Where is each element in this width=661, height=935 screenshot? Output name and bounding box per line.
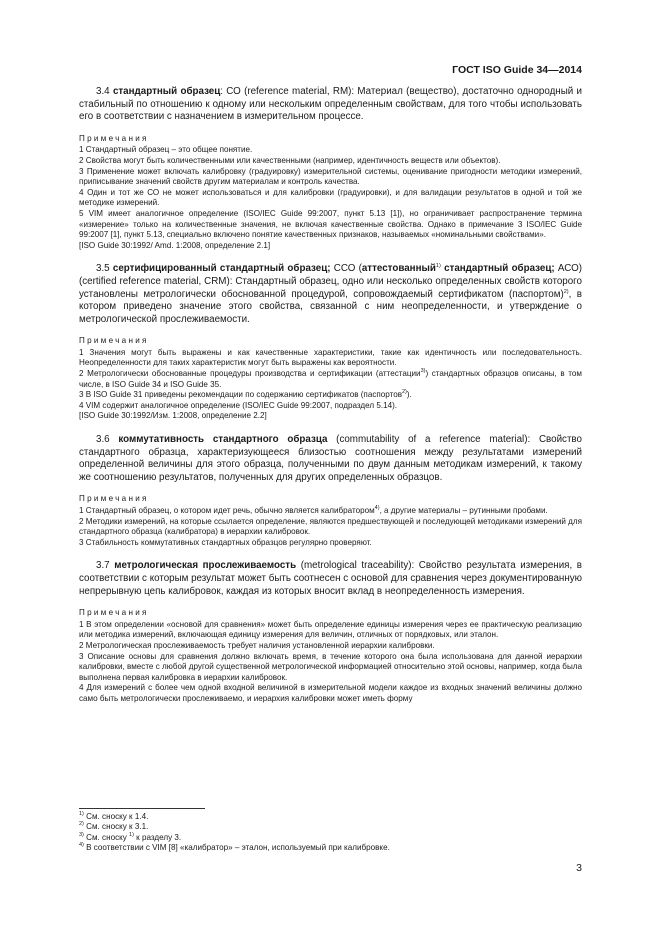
footnote-mark: 3): [79, 831, 84, 838]
term-3-6: [79, 434, 582, 484]
note-item: 4 Один и тот же СО не может использоваться и для калибровки (градуировки), и для валидации результатов в одной и той же методике измерений.: [79, 187, 582, 208]
notes-3-4: [79, 134, 582, 252]
footnote-ref[interactable]: 2): [402, 389, 407, 396]
term-definition: : СО (reference material, RM): Материал (вещество), достаточно однородный и стабильный по отношению к одному или нескольким определенным свойствам, для того чтобы использовать его в соответствии с назначением в измерительном процессе.: [79, 86, 582, 123]
note-item: 1 В этом определении «основой для сравнения» может быть определение единицы измерения через ее практическую реализацию или методика измерений, включающая единицу измерения для величин, отличных от порядковых, или эталон.: [79, 619, 582, 640]
note-text: 3 В ISO Guide 31 приведены рекомендации по содержанию сертификатов (паспортов: [79, 390, 402, 400]
note-text: 2 Метрологически обоснованные процедуры производства и сертификации (аттестации: [79, 369, 421, 379]
term-name-alt: аттестованный: [361, 263, 436, 275]
note-item: 2 Методики измерений, на которые ссылается определение, являются предшествующей и последующей методиками измерений для стандартного образца (калибратора) в иерархии калибровок.: [79, 516, 582, 537]
footnote-text: См. сноску к 3.1.: [83, 822, 149, 832]
note-item: 5 VIM имеет аналогичное определение (ISO/IEC Guide 99:2007, пункт 5.13 [1]), но ограничивает распространение термина «измерение» только на количественные значения, не включая качественные свойства. Однако в примечание 3 ISO/IEC Guide 99:2007 [1], пункт 5.13, специально включено понятие качественных признаков, называемых «номинальными свойствами».: [79, 208, 582, 240]
term-3-4: [79, 86, 582, 124]
footnote-item: [79, 843, 582, 853]
footnote-item: [79, 812, 582, 822]
notes-3-6: [79, 494, 582, 548]
footnote-item: [79, 833, 582, 843]
footnote-mark: 4): [79, 842, 84, 849]
footnote-text: В соответствии с VIM [8] «калибратор» – эталон, используемый при калибровке.: [83, 843, 390, 853]
term-name: стандартный образец: [112, 86, 221, 97]
note-text: ) стандартных образцов описаны, в том числе, в ISO Guide 34 и ISO Guide 35.: [79, 369, 582, 389]
term-name: метрологическая прослеживаемость: [114, 560, 297, 572]
note-item: 3 Описание основы для сравнения должно включать время, в течение которого она была использована для данной иерархии калибровки, вместе с любой другой существенной метрологической информацией относительно этой основы, например, когда была выполнена первая калибровка в иерархии калибровок.: [79, 651, 582, 682]
note-item: 4 Для измерений с более чем одной входной величиной в измерительной модели каждое из входных значений величины должно само быть метрологически прослеживаемо, и иерархия калибровки может иметь форму: [79, 683, 582, 703]
notes-title: Примечания: [79, 133, 149, 143]
notes-title: Примечания: [79, 608, 149, 618]
term-definition: , в котором приведено значение этого свойства, связанной с ним неопределенности, и утверждение о метрологической прослеживаемости.: [79, 288, 582, 325]
footnote-ref[interactable]: 4): [374, 505, 380, 511]
term-number: 3.6: [96, 434, 110, 446]
footnote-item: [79, 822, 582, 832]
notes-title: Примечания: [79, 494, 149, 504]
footnote-ref[interactable]: 1): [435, 263, 441, 270]
note-item: 1 Значения могут быть выражены и как качественные характеристики, такие как идентичность или последовательность. Неопределенности для таких характеристик могут быть выражены как вероятности.: [79, 347, 582, 368]
term-3-5: [79, 263, 582, 326]
notes-3-7: [79, 608, 582, 704]
term-number: 3.4: [96, 86, 110, 97]
note-item: 3 Стабильность коммутативных стандартных образцов регулярно проверяют.: [79, 537, 372, 547]
notes-3-5: [79, 336, 582, 422]
footnote-mark: 2): [79, 821, 84, 828]
footnote-text: См. сноску: [83, 832, 130, 842]
term-definition: (commutability of a reference material): Свойство стандартного образца, характеризующееся близостью соотношения между результатами измерений определенной величины для этого образца, полученными по двум данным методикам измерений, к такому же соотношению результатов, полученных для других определенных образцов.: [79, 434, 582, 483]
notes-title: Примечания: [79, 336, 149, 346]
footnote-divider: [79, 808, 205, 809]
note-text: 1 Стандартный образец, о котором идет речь, обычно является калибратором: [79, 506, 375, 515]
note-source: [ISO Guide 30:1992/Изм. 1:2008, определение 2.2]: [79, 411, 267, 421]
note-item: [79, 369, 582, 390]
term-definition: (metrological traceability): Свойство результата измерения, в соответствии с которым результат может быть соотнесен с основой для сравнения через документированную непрерывную цепь калибровок, каждая из которых вносит вклад в неопределенность измерения.: [79, 560, 583, 597]
footnote-mark: 1): [79, 811, 84, 817]
note-item: 3 Применение может включать калибровку (градуировку) измерительной системы, оценивание пригодности методики измерений, приписывание значений свойств другим материалам и контроль качества.: [79, 166, 582, 187]
note-text: ).: [406, 390, 412, 400]
note-item: 4 VIM содержит аналогичное определение (ISO/IEC Guide 99:2007, подраздел 5.14).: [79, 400, 398, 410]
term-abbr: ССО (: [330, 263, 362, 275]
document-header: ГОСТ ISO Guide 34—2014: [452, 64, 582, 76]
term-name: коммутативность стандартного образца: [118, 434, 328, 446]
term-number: 3.7: [96, 560, 110, 572]
footnote-text: См. сноску к 1.4.: [83, 812, 149, 821]
footnote-ref[interactable]: 2): [563, 288, 569, 295]
term-definition: АСО) (certified reference material, CRM): Стандартный образец, одно или несколько определенных свойств которого установлены метрологически обоснованной процедурой, сопровождаемый сертификатом (паспортом): [79, 263, 582, 300]
footnote-ref[interactable]: 1): [129, 831, 134, 838]
term-3-7: [79, 560, 582, 598]
note-text: , а другие материалы – рутинными пробами.: [379, 506, 548, 515]
note-item: 2 Метрологическая прослеживаемость требует наличия установленной иерархии калибровки.: [79, 640, 435, 650]
note-item: 2 Свойства могут быть количественными или качественными (например, идентичность веществ или объектов).: [79, 155, 501, 165]
page-number: 3: [576, 862, 582, 874]
note-item: [79, 390, 582, 401]
footnote-ref[interactable]: 3): [420, 368, 426, 375]
note-source: [ISO Guide 30:1992/ Amd. 1:2008, определение 2.1]: [79, 240, 271, 250]
note-item: [79, 506, 582, 517]
term-name: сертифицированный стандартный образец;: [112, 263, 331, 275]
term-number: 3.5: [96, 263, 110, 275]
note-item: 1 Стандартный образец – это общее понятие.: [79, 145, 253, 155]
footnotes: [79, 812, 582, 854]
footnote-text: к разделу 3.: [133, 832, 182, 842]
page-content: [79, 86, 582, 717]
term-name-alt: стандартный образец;: [440, 263, 555, 275]
